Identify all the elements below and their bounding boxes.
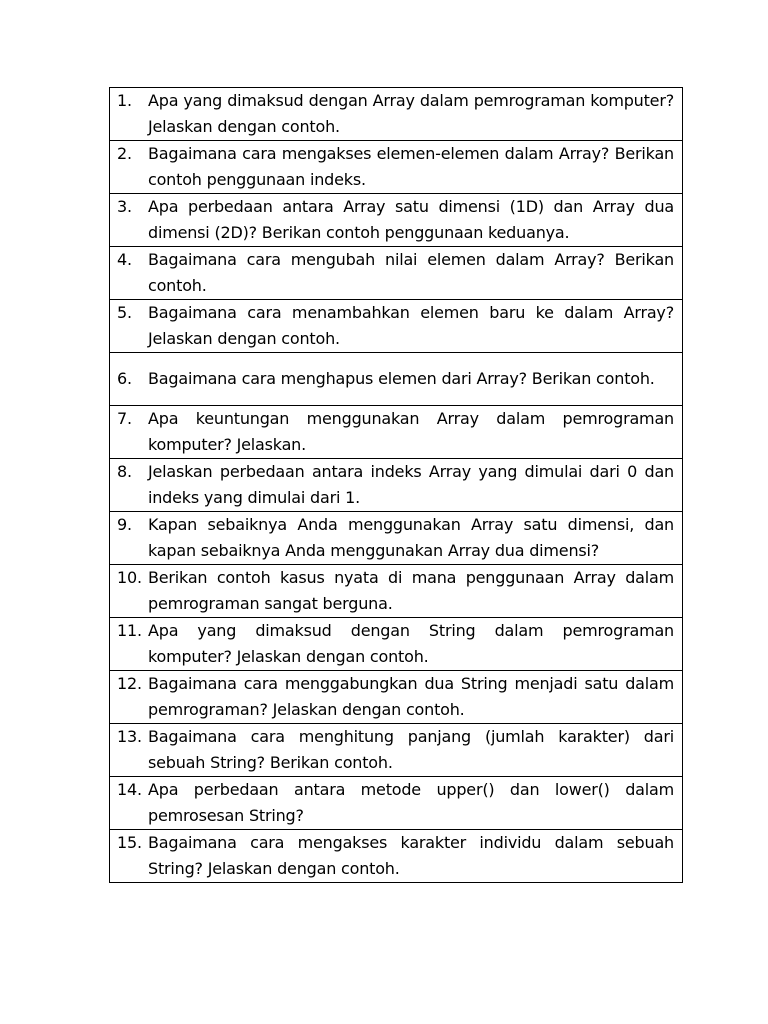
question-cell bbox=[110, 141, 683, 194]
question-item bbox=[117, 830, 674, 882]
question-item bbox=[117, 671, 674, 723]
table-row bbox=[110, 459, 683, 512]
question-number: 13. bbox=[117, 727, 142, 746]
table-row bbox=[110, 724, 683, 777]
question-cell bbox=[110, 512, 683, 565]
table-row bbox=[110, 618, 683, 671]
question-text: Kapan sebaiknya Anda menggunakan Array satu dimensi, dan kapan sebaiknya Anda menggunakan Array dua dimensi? bbox=[148, 515, 674, 560]
question-number: 14. bbox=[117, 780, 142, 799]
question-text: Bagaimana cara mengakses elemen-elemen dalam Array? Berikan contoh penggunaan indeks. bbox=[148, 144, 674, 189]
question-item bbox=[117, 618, 674, 670]
question-item bbox=[117, 724, 674, 776]
question-cell bbox=[110, 618, 683, 671]
question-text: Apa yang dimaksud dengan Array dalam pemrograman komputer? Jelaskan dengan contoh. bbox=[148, 91, 674, 136]
question-number: 5. bbox=[117, 303, 132, 322]
question-item bbox=[117, 141, 674, 193]
question-cell bbox=[110, 247, 683, 300]
table-row bbox=[110, 777, 683, 830]
question-text: Apa keuntungan menggunakan Array dalam pemrograman komputer? Jelaskan. bbox=[148, 409, 674, 454]
question-text: Apa yang dimaksud dengan String dalam pemrograman komputer? Jelaskan dengan contoh. bbox=[148, 621, 674, 666]
table-row bbox=[110, 353, 683, 406]
questions-table bbox=[109, 87, 683, 883]
question-number: 11. bbox=[117, 621, 142, 640]
question-item bbox=[117, 300, 674, 352]
table-row bbox=[110, 512, 683, 565]
question-text: Jelaskan perbedaan antara indeks Array yang dimulai dari 0 dan indeks yang dimulai dari 1. bbox=[148, 462, 674, 507]
question-item bbox=[117, 565, 674, 617]
question-cell bbox=[110, 724, 683, 777]
question-number: 9. bbox=[117, 515, 132, 534]
question-number: 8. bbox=[117, 462, 132, 481]
question-cell bbox=[110, 777, 683, 830]
table-row bbox=[110, 247, 683, 300]
question-item bbox=[117, 777, 674, 829]
question-number: 6. bbox=[117, 369, 132, 388]
question-cell bbox=[110, 565, 683, 618]
question-number: 10. bbox=[117, 568, 142, 587]
question-cell bbox=[110, 671, 683, 724]
question-text: Bagaimana cara menggabungkan dua String menjadi satu dalam pemrograman? Jelaskan dengan contoh. bbox=[148, 674, 674, 719]
question-cell bbox=[110, 194, 683, 247]
question-item bbox=[117, 247, 674, 299]
question-number: 3. bbox=[117, 197, 132, 216]
question-text: Bagaimana cara mengakses karakter individu dalam sebuah String? Jelaskan dengan contoh. bbox=[148, 833, 674, 878]
question-cell bbox=[110, 300, 683, 353]
question-number: 12. bbox=[117, 674, 142, 693]
question-text: Bagaimana cara menambahkan elemen baru ke dalam Array? Jelaskan dengan contoh. bbox=[148, 303, 674, 348]
table-row bbox=[110, 300, 683, 353]
question-item bbox=[117, 366, 674, 392]
question-cell bbox=[110, 406, 683, 459]
question-text: Bagaimana cara menghitung panjang (jumlah karakter) dari sebuah String? Berikan contoh. bbox=[148, 727, 674, 772]
question-text: Bagaimana cara menghapus elemen dari Array? Berikan contoh. bbox=[148, 369, 655, 388]
question-item bbox=[117, 88, 674, 140]
table-row bbox=[110, 406, 683, 459]
question-item bbox=[117, 459, 674, 511]
question-text: Apa perbedaan antara metode upper() dan lower() dalam pemrosesan String? bbox=[148, 780, 674, 825]
question-number: 1. bbox=[117, 91, 132, 110]
table-row bbox=[110, 88, 683, 141]
question-cell bbox=[110, 830, 683, 883]
table-row bbox=[110, 141, 683, 194]
questions-table-body bbox=[110, 88, 683, 883]
question-item bbox=[117, 194, 674, 246]
question-text: Apa perbedaan antara Array satu dimensi (1D) dan Array dua dimensi (2D)? Berikan contoh penggunaan keduanya. bbox=[148, 197, 674, 242]
table-row bbox=[110, 671, 683, 724]
question-text: Berikan contoh kasus nyata di mana penggunaan Array dalam pemrograman sangat berguna. bbox=[148, 568, 674, 613]
question-item bbox=[117, 512, 674, 564]
question-number: 7. bbox=[117, 409, 132, 428]
table-row bbox=[110, 194, 683, 247]
question-cell bbox=[110, 353, 683, 406]
table-row bbox=[110, 830, 683, 883]
table-row bbox=[110, 565, 683, 618]
question-number: 15. bbox=[117, 833, 142, 852]
question-text: Bagaimana cara mengubah nilai elemen dalam Array? Berikan contoh. bbox=[148, 250, 674, 295]
question-number: 2. bbox=[117, 144, 132, 163]
question-item bbox=[117, 406, 674, 458]
question-cell bbox=[110, 88, 683, 141]
question-cell bbox=[110, 459, 683, 512]
question-number: 4. bbox=[117, 250, 132, 269]
